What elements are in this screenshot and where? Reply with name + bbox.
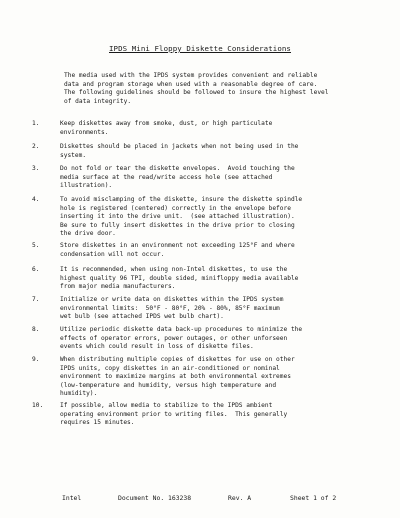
footer-document-number: Document No. 163238: [118, 494, 192, 502]
item-number: 6.: [32, 266, 40, 273]
item-number: 4.: [32, 196, 40, 203]
item-text: It is recommended, when using non-Intel diskettes, to use the highest quality 96 TPI, double sided, minifloppy media available from major media manufacturers.: [60, 266, 299, 291]
item-number: 10.: [32, 402, 44, 409]
item-text: Initialize or write data on diskettes within the IPDS system environmental limits: 50°F - 80°F, 20% - 80%, 85°F maximum wet bulb (see attached IPDS wet bulb chart).: [60, 296, 284, 321]
item-text: If possible, allow media to stabilize to the IPDS ambient operating environment prior to writing files. This generally requires 15 minutes.: [60, 402, 288, 427]
item-text: Do not fold or tear the diskette envelopes. Avoid touching the media surface at the read/write access hole (see attached illustration).: [60, 165, 295, 190]
item-number: 9.: [32, 356, 40, 363]
intro-paragraph: The media used with the IPDS system provides convenient and reliable data and program storage when used with a reasonable degree of care. The following guidelines should be followed to insure the highest level of data integrity.: [64, 72, 329, 105]
item-text: When distributing multiple copies of diskettes for use on other IPDS units, copy diskettes in an air-conditioned or nominal environment to maximize margins at both environmental extremes (low-temperature and humidity, versus high temperature and humidity).: [60, 356, 295, 398]
item-text: To avoid misclamping of the diskette, insure the diskette spindle hole is registered (centered) correctly in the envelope before inserting it into the drive unit. (see attached illustration). Be sure to fully insert diskettes in the drive prior to closing the drive door.: [60, 196, 303, 238]
item-text: Diskettes should be placed in jackets when not being used in the system.: [60, 143, 299, 159]
item-number: 1.: [32, 120, 40, 127]
item-text: Store diskettes in an environment not exceeding 125°F and where condensation will not occur.: [60, 242, 295, 258]
item-text: Utilize periodic diskette data back-up procedures to minimize the effects of operator errors, power outages, or other unforseen events which could result in loss of diskette files.: [60, 326, 303, 351]
item-number: 3.: [32, 165, 40, 172]
item-number: 8.: [32, 326, 40, 333]
page-title: IPDS Mini Floppy Diskette Considerations: [109, 44, 291, 53]
footer-revision: Rev. A: [228, 494, 252, 502]
item-number: 5.: [32, 242, 40, 249]
item-number: 7.: [32, 296, 40, 303]
footer-sheet: Sheet 1 of 2: [290, 494, 337, 502]
item-text: Keep diskettes away from smoke, dust, or high particulate environments.: [60, 120, 273, 136]
footer-company: Intel: [62, 494, 82, 502]
item-number: 2.: [32, 143, 40, 150]
